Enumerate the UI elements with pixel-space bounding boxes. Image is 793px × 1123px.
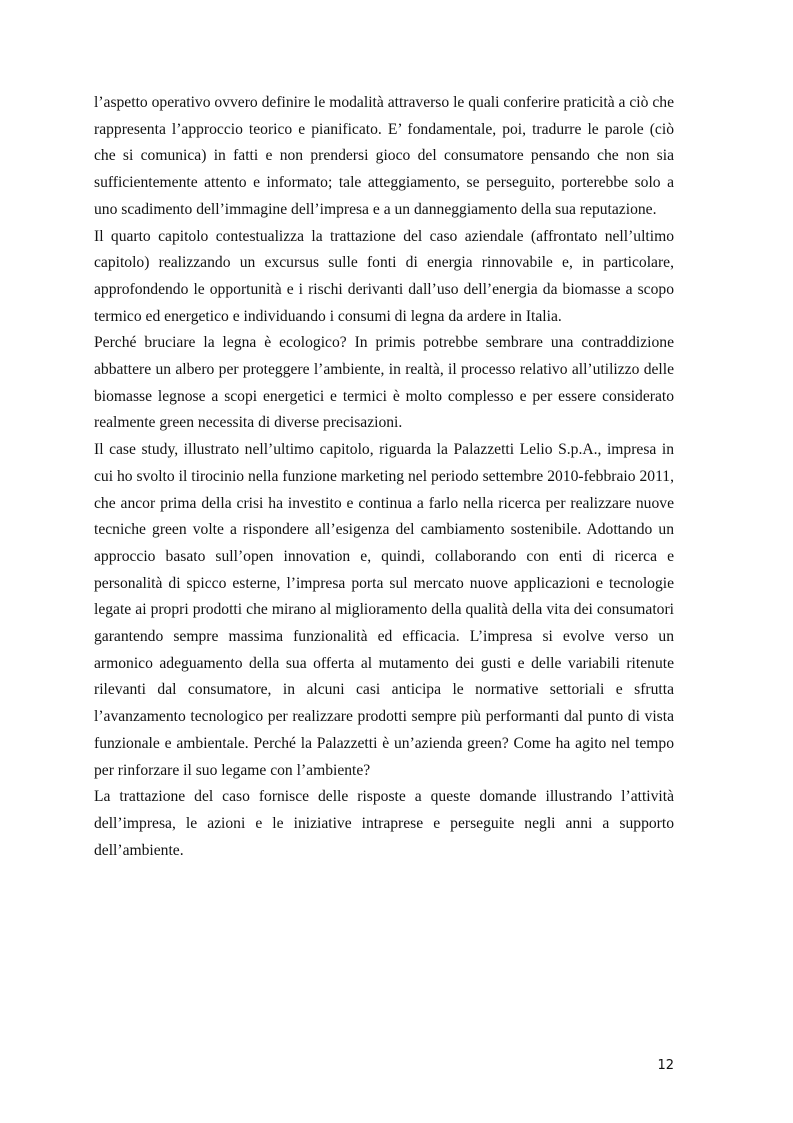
paragraph-case-answers: La trattazione del caso fornisce delle risposte a queste domande illustrando l’attività dell’impresa, le azioni e le iniziative intraprese e perseguite negli anni a supporto dell’ambiente. xyxy=(94,788,674,859)
paragraph-fourth-chapter: Il quarto capitolo contestualizza la trattazione del caso aziendale (affrontato nell’ultimo capitolo) realizzando un excursus sulle fonti di energia rinnovabile e, in particolare, approfondendo le opportunità e i rischi derivanti dall’uso dell’energia da biomasse a scopo termico ed energetico e individuando i consumi di legna da ardere in Italia. xyxy=(94,227,674,325)
page-number: 12 xyxy=(657,1058,674,1073)
paragraph-case-study: Il case study, illustrato nell’ultimo capitolo, riguarda la Palazzetti Lelio S.p.A., impresa in cui ho svolto il tirocinio nella funzione marketing nel periodo settembre 2010-febbraio 2011, che ancor prima della crisi ha investito e continua a farlo nella ricerca per realizzare nuove tecniche green volte a rispondere all’esigenza del cambiamento sostenibile. Adottando un approccio basato sull’open innovation e, quindi, collaborando con enti di ricerca e personalità di spicco esterne, l’impresa porta sul mercato nuove applicazioni e tecnologie legate ai propri prodotti che mirano al miglioramento della qualità della vita dei consumatori garantendo sempre massima funzionalità ed efficacia. L’impresa si evolve verso un armonico adeguamento della sua offerta al mutamento dei gusti e delle variabili ritenute rilevanti dal consumatore, in alcuni casi anticipa le normative settoriali e sfrutta l’avanzamento tecnologico per realizzare prodotti sempre più performanti dal punto di vista funzionale e ambientale. Perché la Palazzetti è un’azienda green? Come ha agito nel tempo per rinforzare il suo legame con l’ambiente? xyxy=(94,441,674,779)
paragraph-operational-aspect: l’aspetto operativo ovvero definire le modalità attraverso le quali conferire praticità a ciò che rappresenta l’approccio teorico e pianificato. E’ fondamentale, poi, tradurre le parole (ciò che si comunica) in fatti e non prendersi gioco del consumatore pensando che non sia sufficientemente attento e informato; tale atteggiamento, se perseguito, porterebbe solo a uno scadimento dell’immagine dell’impresa e a un danneggiamento della sua reputazione. xyxy=(94,94,674,218)
body-text xyxy=(94,90,674,864)
paragraph-burning-wood: Perché bruciare la legna è ecologico? In primis potrebbe sembrare una contraddizione abbattere un albero per proteggere l’ambiente, in realtà, il processo relativo all’utilizzo delle biomasse legnose a scopi energetici e termici è molto complesso e per essere considerato realmente green necessita di diverse precisazioni. xyxy=(94,334,674,432)
